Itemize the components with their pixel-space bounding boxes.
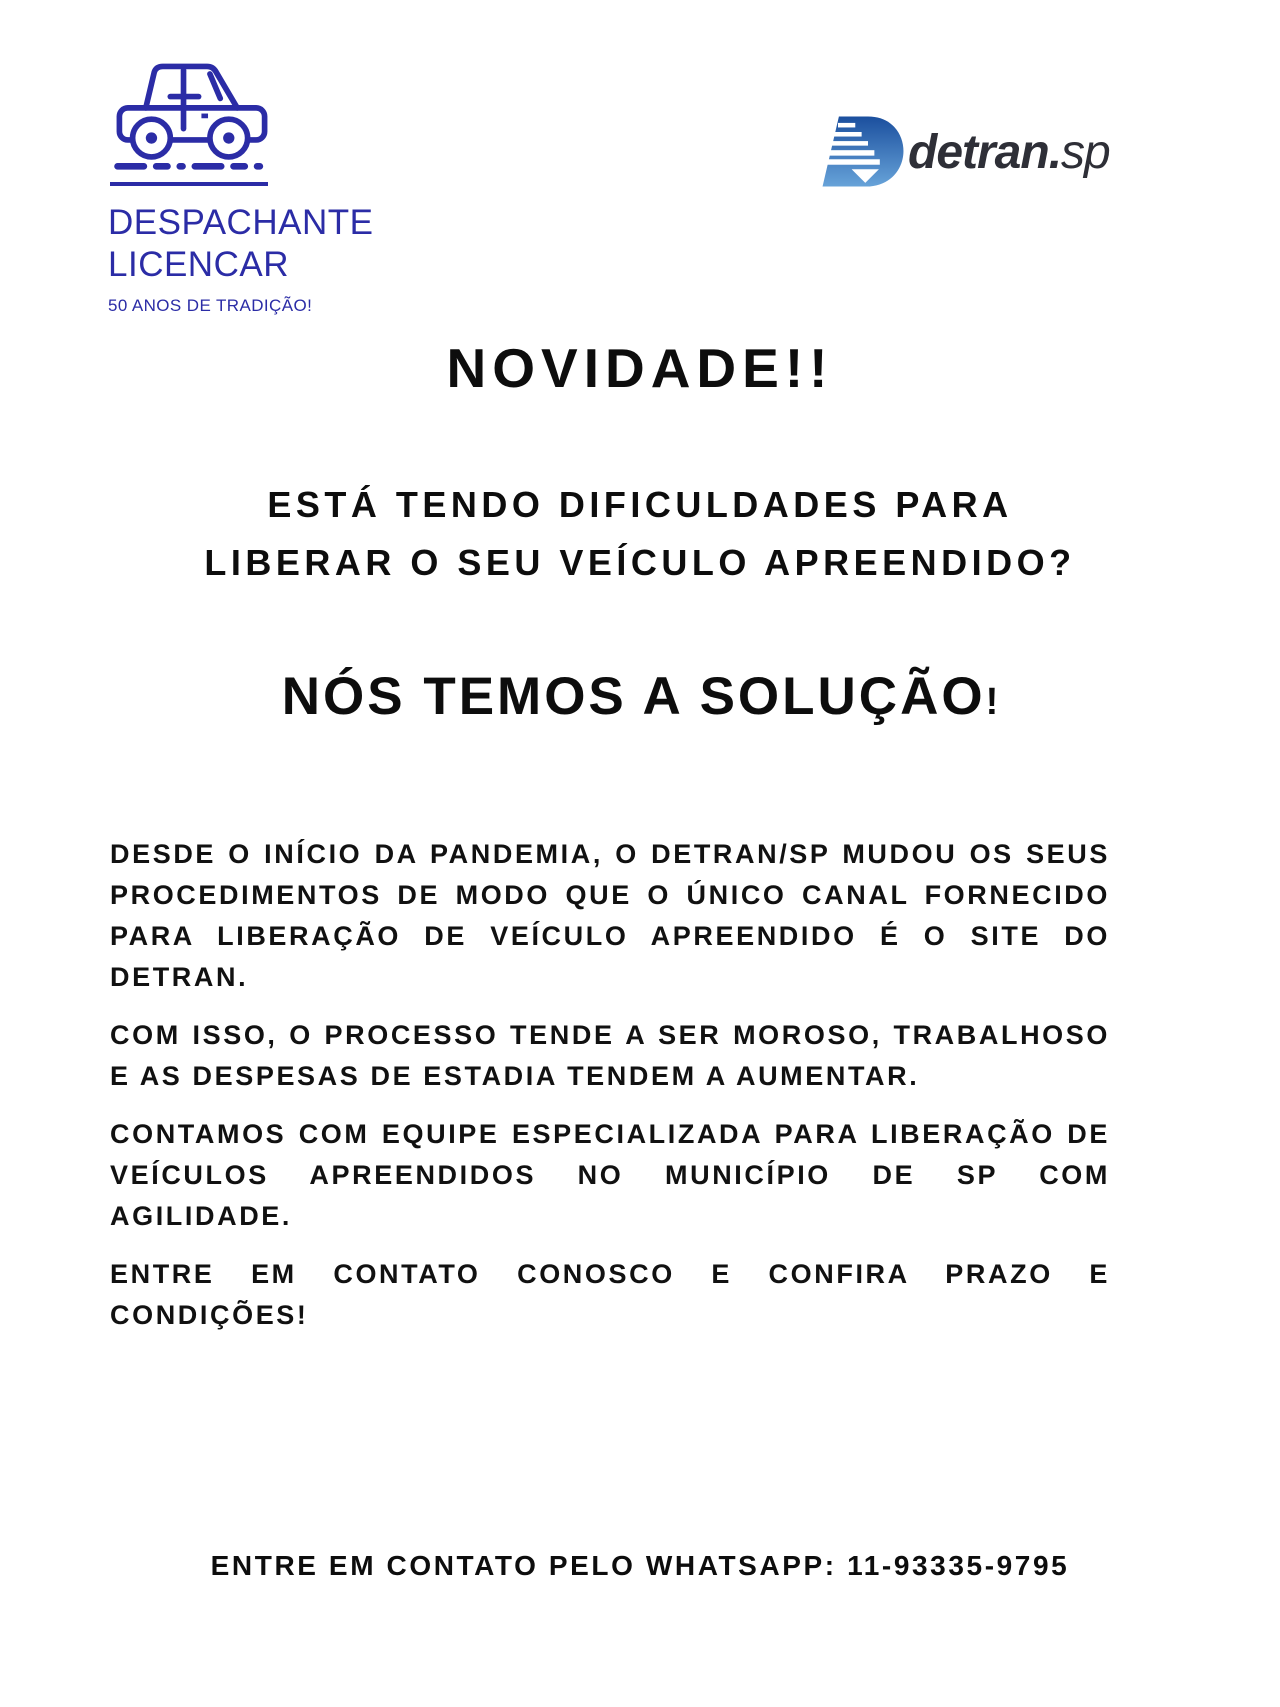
headline: NOVIDADE!! [446,337,834,399]
question-line2: LIBERAR O SEU VEÍCULO APREENDIDO? [204,541,1076,583]
brand-name-line2: LICENCAR [108,245,289,284]
brand-divider [110,182,268,186]
body-paragraph: COM ISSO, O PROCESSO TENDE A SER MOROSO, TRABALHOSO E AS DESPESAS DE ESTADIA TENDEM A AUMENTAR. [110,1020,1110,1091]
brand-tagline: 50 ANOS DE TRADIÇÃO! [108,296,313,315]
brand-block [108,40,373,316]
body-copy [110,834,1110,1353]
brand-name [108,202,373,286]
question-line1: ESTÁ TENDO DIFICULDADES PARA [267,484,1013,525]
solution-heading [0,666,1280,727]
body-paragraph: ENTRE EM CONTATO CONOSCO E CONFIRA PRAZO E CONDIÇÕES! [110,1259,1110,1330]
detran-wordmark-bold: detran. [908,125,1062,179]
detran-d-icon [808,110,908,194]
brand-name-line1: DESPACHANTE [108,203,374,242]
car-icon [108,40,276,172]
footer-contact: ENTRE EM CONTATO PELO WHATSAPP: 11-93335-9795 [210,1550,1070,1581]
detran-wordmark [908,125,1110,180]
body-paragraph: CONTAMOS COM EQUIPE ESPECIALIZADA PARA LIBERAÇÃO DE VEÍCULOS APREENDIDOS NO MUNICÍPIO DE SP COM AGILIDADE. [110,1119,1110,1231]
solution-bang: ! [985,681,999,723]
solution-text: NÓS TEMOS A SOLUÇÃO [281,667,986,726]
question-block [0,476,1280,591]
detran-wordmark-light: sp [1061,125,1110,179]
body-paragraph: DESDE O INÍCIO DA PANDEMIA, O DETRAN/SP MUDOU OS SEUS PROCEDIMENTOS DE MODO QUE O ÚNICO CANAL FORNECIDO PARA LIBERAÇÃO DE VEÍCULO APREENDIDO É O SITE DO DETRAN. [110,839,1110,992]
detran-logo [808,110,1110,194]
